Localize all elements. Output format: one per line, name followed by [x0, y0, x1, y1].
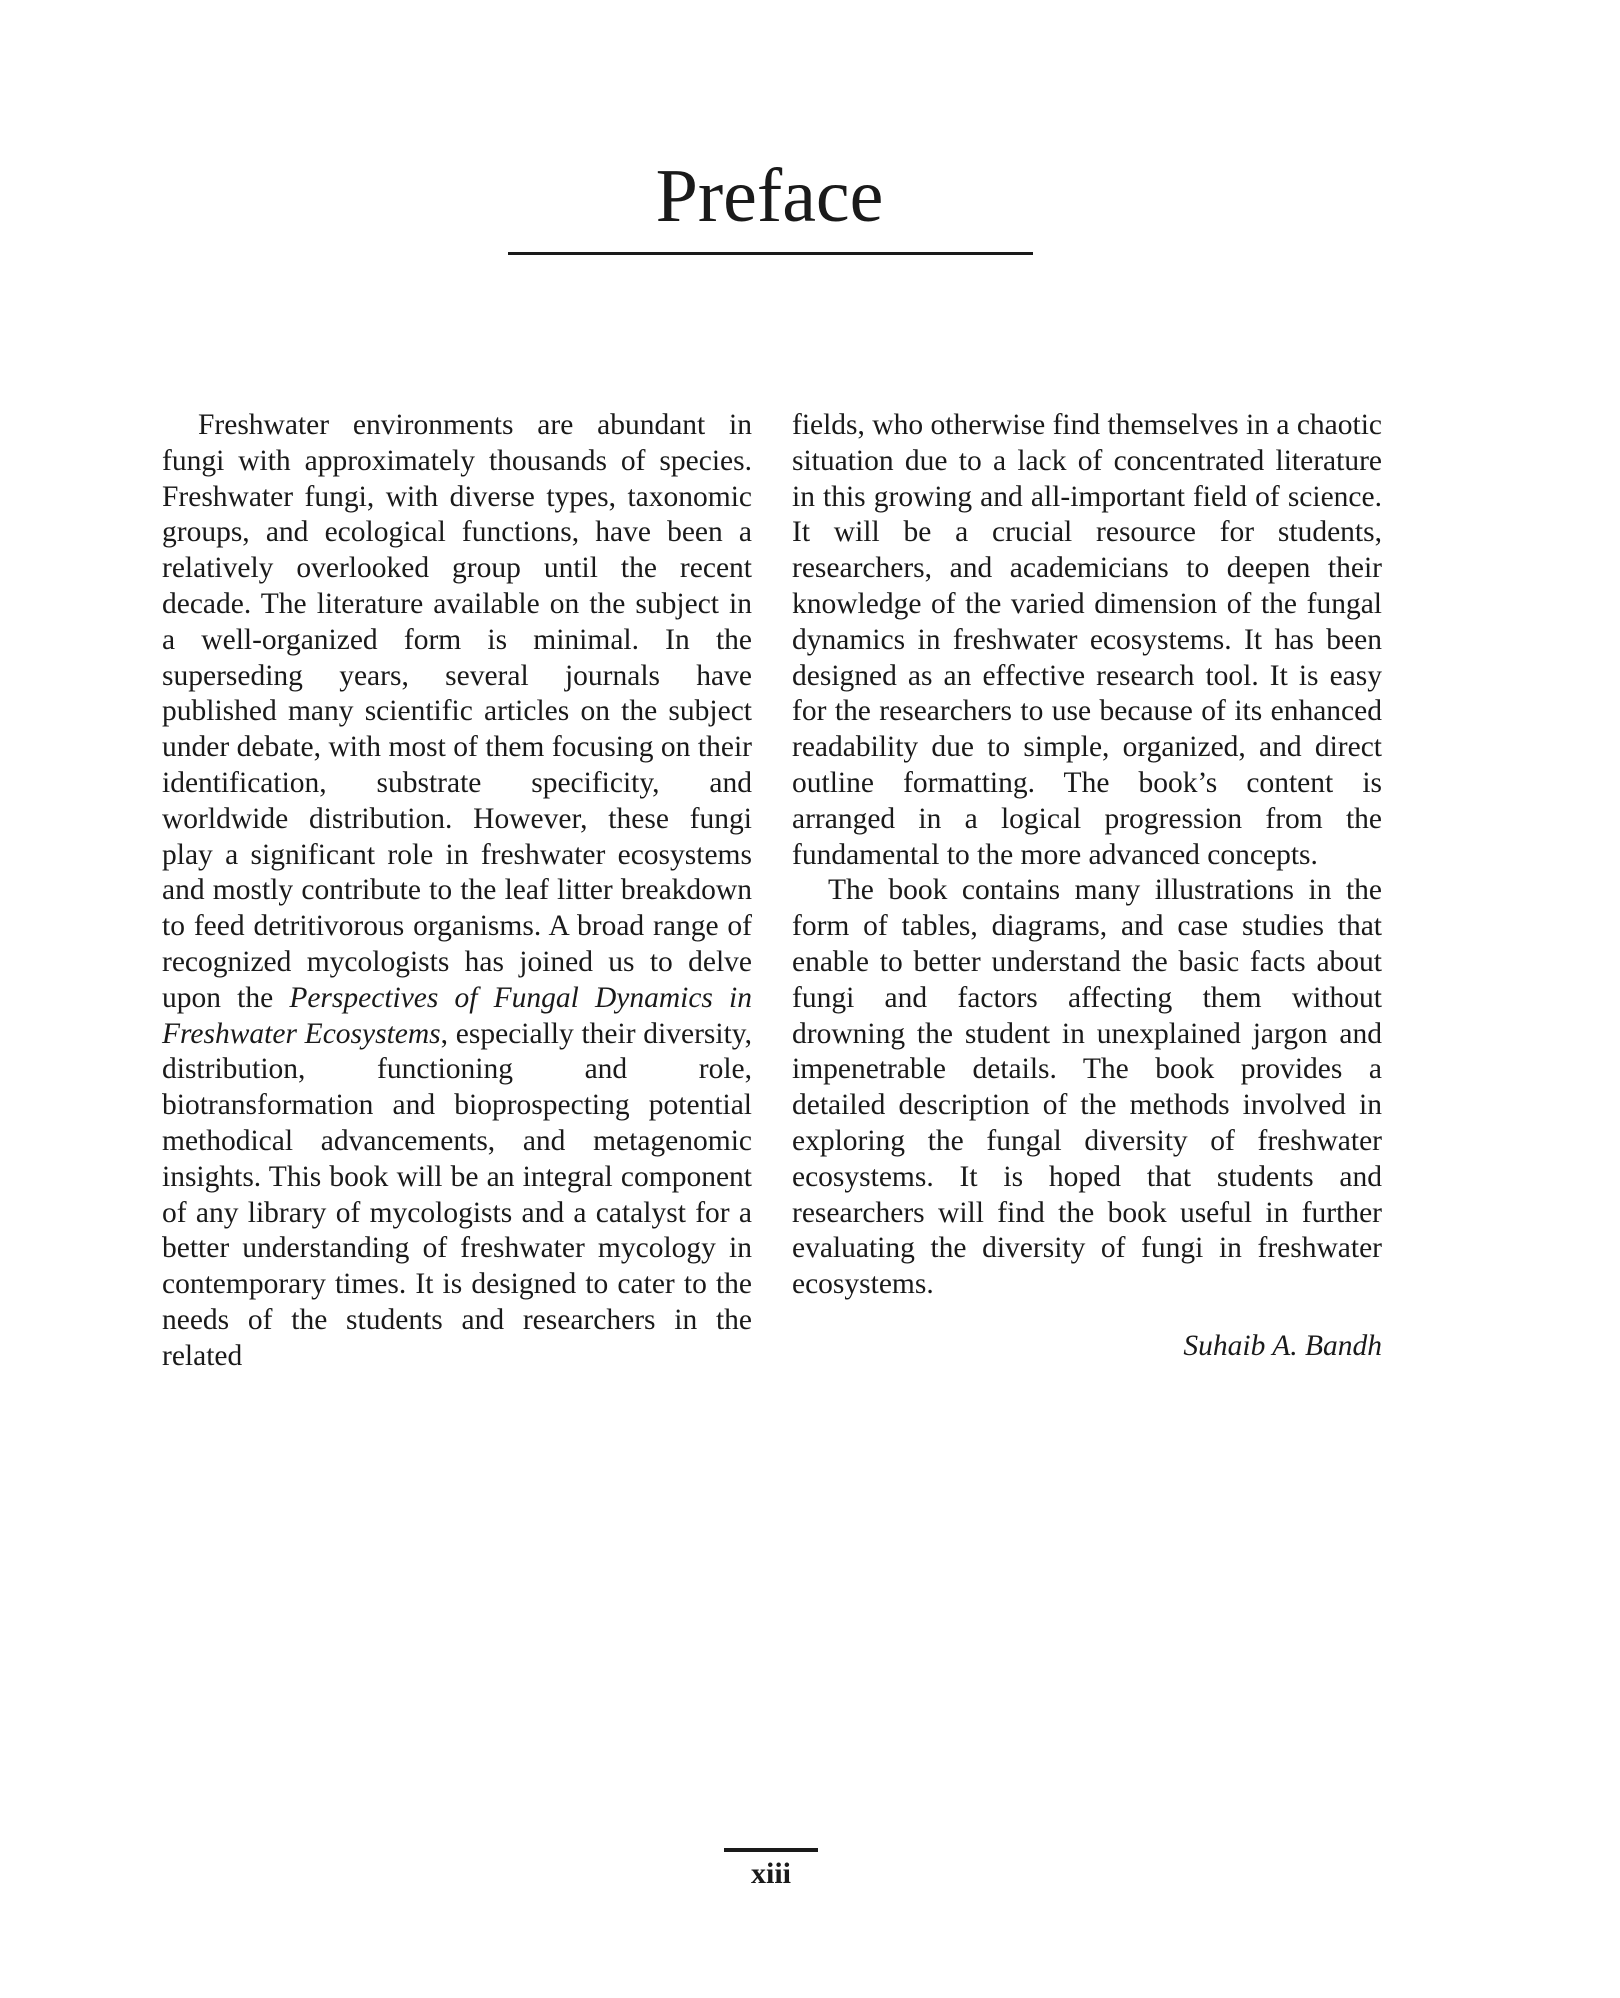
- left-column: [162, 408, 752, 1375]
- book-title-italic: Perspectives of Fungal Dynamics in Freshwater Ecosystems: [162, 981, 752, 1050]
- folio-rule: [724, 1848, 818, 1852]
- right-paragraph-continued: fields, who otherwise find themselves in a chaotic situation due to a lack of concentrated literature in this growing and all-important field of science. It will be a crucial resource for students, researchers, and academicians to deepen their knowledge of the varied dimension of the fungal dynamics in freshwater ecosystems. It has been designed as an effective research tool. It is easy for the researchers to use because of its enhanced readability due to simple, organized, and direct outline formatting. The book’s content is arranged in a logical progression from the fundamental to the more advanced concepts.: [792, 409, 1382, 871]
- page-number: xiii: [750, 1857, 791, 1890]
- left-paragraph-1-text-b: , especially their diversity, distribution, functioning and role, biotransformation and bioprospecting potential methodical advancements, and metagenomic insights. This book will be an integral component of any library of mycologists and a catalyst for a better understanding of freshwater mycology in contemporary times. It is designed to cater to the needs of the students and researchers in the related: [162, 1017, 752, 1372]
- author-signature: Suhaib A. Bandh: [1183, 1329, 1382, 1362]
- right-column: [792, 408, 1382, 1365]
- left-paragraph-1: [162, 408, 752, 1375]
- right-paragraph-2: The book contains many illustrations in the form of tables, diagrams, and case studies that enable to better understand the basic facts about fungi and factors affecting them without drowning the student in unexplained jargon and impenetrable details. The book provides a detailed description of the methods involved in exploring the fungal diversity of freshwater ecosystems. It is hoped that students and researchers will find the book useful in further evaluating the diversity of fungi in freshwater ecosystems.: [792, 874, 1382, 1301]
- left-paragraph-1-text-a: Freshwater environments are abundant in fungi with approximately thousands of species. Freshwater fungi, with diverse types, taxonomic groups, and ecological functions, have been a relatively overlooked group until the recent decade. The literature available on the subject in a well-organized form is minimal. In the superseding years, several journals have published many scientific articles on the subject under debate, with most of them focusing on their identification, substrate specificity, and worldwide distribution. However, these fungi play a significant role in freshwater ecosystems and mostly contribute to the leaf litter breakdown to feed detritivorous organisms. A broad range of recognized mycologists has joined us to delve upon the: [162, 409, 752, 1014]
- title-underline: [508, 252, 1033, 255]
- page-title: Preface: [655, 154, 884, 238]
